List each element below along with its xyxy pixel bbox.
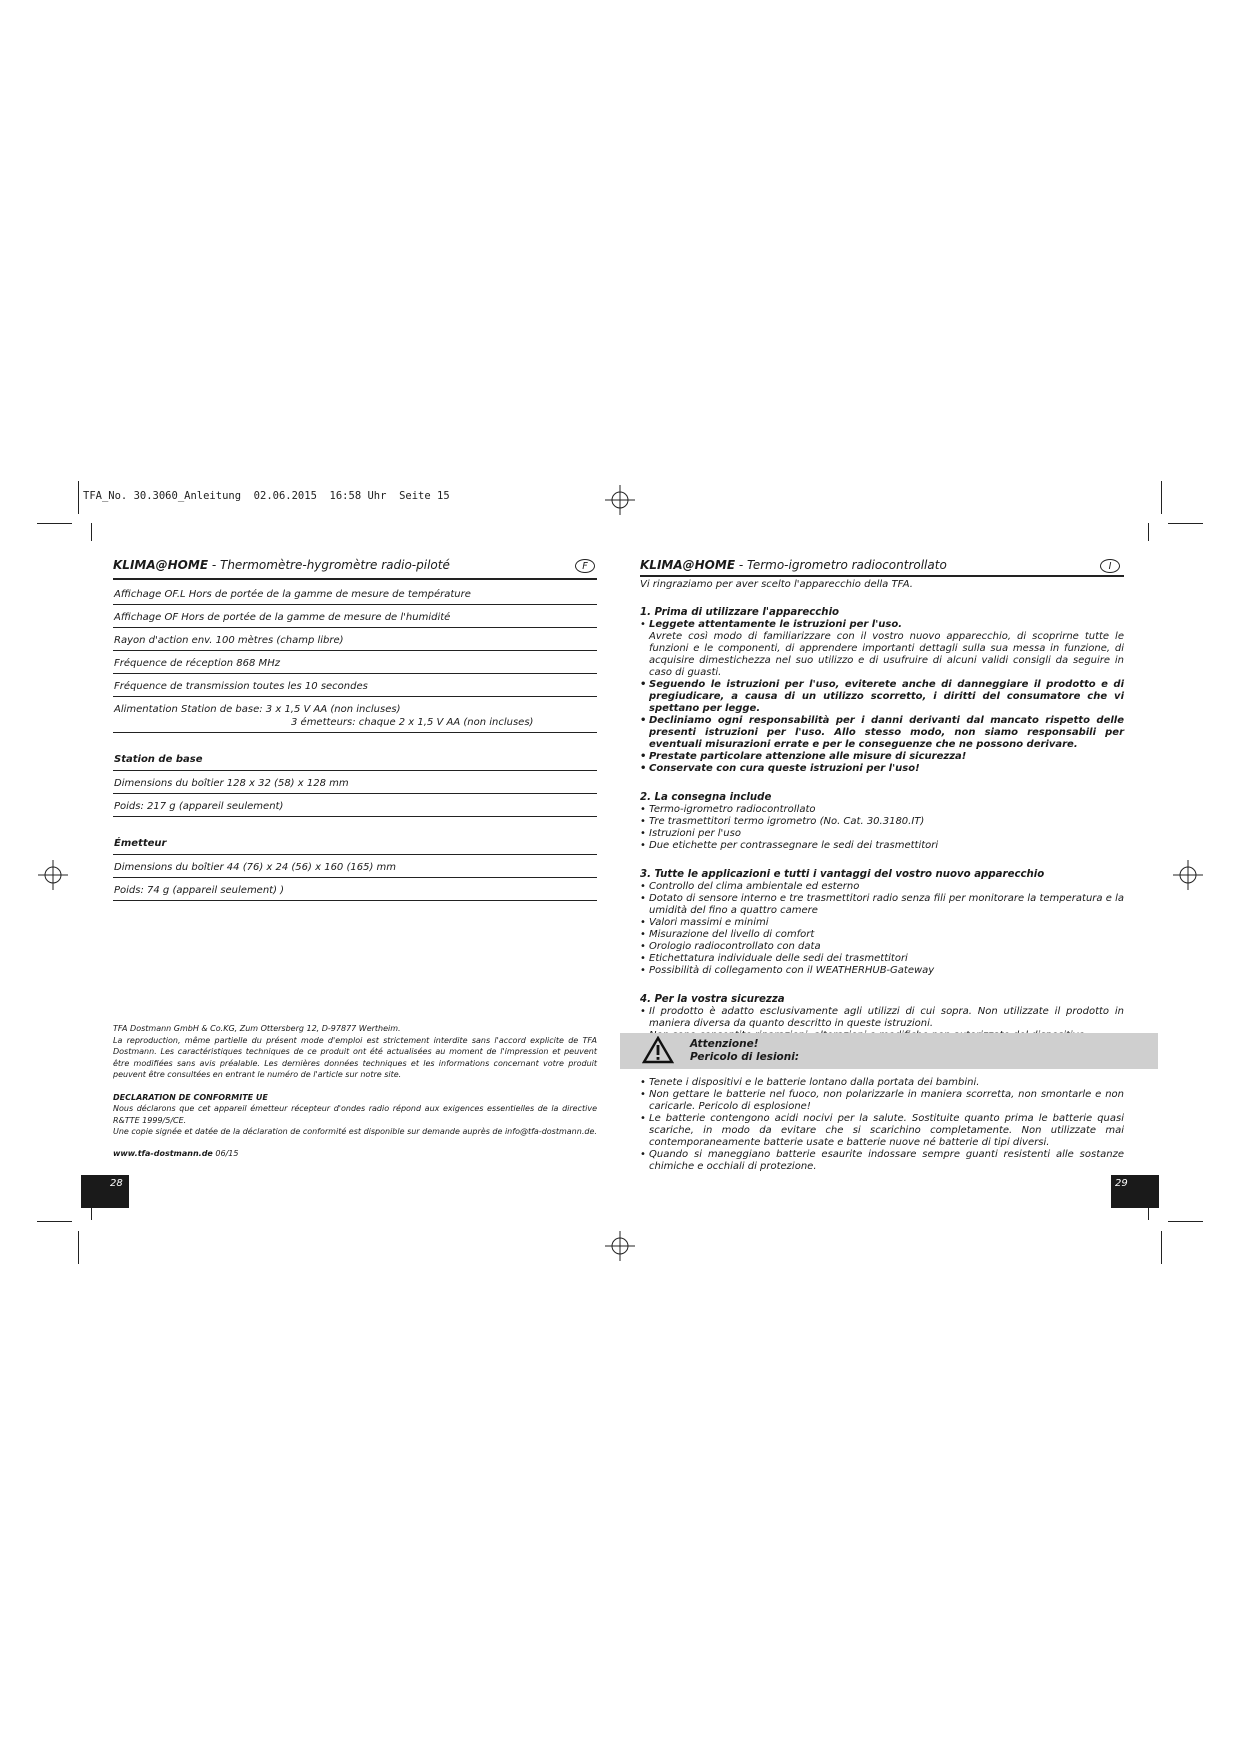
warning-box [620, 1033, 1158, 1069]
section-1-list-cont [640, 679, 1124, 775]
list-item: • Termo-igrometro radiocontrollato [640, 804, 1124, 816]
spec-row: Dimensions du boîtier 128 x 32 (58) x 128 mm [113, 771, 597, 794]
right-language-badge: I [1100, 559, 1120, 573]
left-title-rest: - Thermomètre-hygromètre radio-piloté [208, 558, 450, 572]
warning-subtitle: Pericolo di lesioni: [690, 1051, 800, 1063]
list-item: • Etichettatura individuale delle sedi dei trasmettitori [640, 953, 1124, 965]
left-page-title [113, 558, 450, 572]
right-title-brand: KLIMA@HOME [640, 558, 736, 572]
spec-row: Affichage OF.L Hors de portée de la gamme de mesure de température [113, 582, 597, 605]
left-title-rule [113, 578, 597, 580]
print-slug: TFA_No. 30.3060_Anleitung 02.06.2015 16:58 Uhr Seite 15 [83, 490, 450, 502]
emitter-heading: Émetteur [113, 837, 597, 855]
right-content-column [640, 579, 1124, 1042]
section-2-list [640, 804, 1124, 852]
print-date: 06/15 [212, 1148, 239, 1158]
list-item: • Istruzioni per l'uso [640, 828, 1124, 840]
section-3-list [640, 881, 1124, 977]
spec-row: Rayon d'action env. 100 mètres (champ libre) [113, 628, 597, 651]
spec-row: Poids: 217 g (appareil seulement) [113, 794, 597, 817]
crop-mark [1161, 1231, 1162, 1264]
declaration-heading: DECLARATION DE CONFORMITE UE [113, 1092, 268, 1102]
list-item: • Conservate con cura queste istruzioni per l'uso! [640, 763, 1124, 775]
list-item [640, 619, 1124, 631]
section-1-list [640, 619, 1124, 631]
left-language-badge: F [575, 559, 595, 573]
warning-list-column [640, 1077, 1124, 1173]
registration-mark-right [1173, 860, 1203, 890]
list-item: • Orologio radiocontrollato con data [640, 941, 1124, 953]
list-item: • Controllo del clima ambientale ed esterno [640, 881, 1124, 893]
list-item: • Le batterie contengono acidi nocivi per la salute. Sostituite quanto prima le batterie quasi scariche, in modo da evitare che si scarichino completamente. Non utilizzate mai contemporaneamente batterie usate e batterie nuove né batterie di tipi diversi. [640, 1113, 1124, 1149]
declaration-copy: Une copie signée et datée de la déclaration de conformité est disponible sur demande auprès de info@tfa-dostmann.de. [113, 1127, 597, 1136]
left-title-brand: KLIMA@HOME [113, 558, 209, 572]
right-title-rule [640, 575, 1124, 577]
warning-triangle-icon [642, 1036, 674, 1064]
registration-mark-top [605, 485, 635, 515]
list-item: • Valori massimi e minimi [640, 917, 1124, 929]
list-item: • Il prodotto è adatto esclusivamente agli utilizzi di cui sopra. Non utilizzate il prodotto in maniera diversa da quanto descritto in queste istruzioni. [640, 1006, 1124, 1030]
spec-row-power [113, 697, 597, 733]
section-3-heading: 3. Tutte le applicazioni e tutti i vantaggi del vostro nuovo apparecchio [640, 869, 1045, 880]
list-item: • Misurazione del livello di comfort [640, 929, 1124, 941]
registration-mark-left [38, 860, 68, 890]
intro-text: Vi ringraziamo per aver scelto l'apparecchio della TFA. [640, 579, 913, 590]
warning-text [690, 1038, 799, 1064]
spec-row: Affichage OF Hors de portée de la gamme de mesure de l'humidité [113, 605, 597, 628]
section-2-heading: 2. La consegna include [640, 792, 772, 803]
website-line [113, 1148, 597, 1160]
crop-mark [91, 523, 92, 541]
warning-list [640, 1077, 1124, 1173]
section-4-heading: 4. Per la vostra sicurezza [640, 994, 785, 1005]
crop-mark [37, 523, 72, 524]
registration-mark-bottom [605, 1231, 635, 1261]
section-1-heading: 1. Prima di utilizzare l'apparecchio [640, 607, 840, 618]
legal-address: TFA Dostmann GmbH & Co.KG, Zum Ottersberg 12, D-97877 Wertheim. [113, 1024, 401, 1033]
list-item: • Due etichette per contrassegnare le sedi dei trasmettitori [640, 840, 1124, 852]
left-page-number: 28 [81, 1175, 129, 1208]
power-line-base: Alimentation Station de base: 3 x 1,5 V AA (non incluses) [114, 704, 401, 715]
list-item: • Non gettare le batterie nel fuoco, non polarizzarle in maniera scorretta, non smontarle e non caricarle. Pericolo di esplosione! [640, 1089, 1124, 1113]
crop-mark [1148, 523, 1149, 541]
website-link[interactable]: www.tfa-dostmann.de [113, 1148, 213, 1158]
crop-mark [78, 481, 79, 514]
left-legal-block [113, 1023, 597, 1159]
list-item-bold: Leggete attentamente le istruzioni per l'uso. [649, 619, 903, 630]
list-item: • Possibilità di collegamento con il WEATHERHUB-Gateway [640, 965, 1124, 977]
spec-row: Dimensions du boîtier 44 (76) x 24 (56) x 160 (165) mm [113, 855, 597, 878]
warning-title: Attenzione! [690, 1038, 759, 1050]
left-spec-table [113, 582, 597, 901]
list-item: • Prestate particolare attenzione alle misure di sicurezza! [640, 751, 1124, 763]
power-line-emitters: 3 émetteurs: chaque 2 x 1,5 V AA (non incluses) [291, 717, 534, 728]
list-item: • Tre trasmettitori termo igrometro (No. Cat. 30.3180.IT) [640, 816, 1124, 828]
crop-mark [1168, 1221, 1203, 1222]
crop-mark [37, 1221, 72, 1222]
crop-mark [78, 1231, 79, 1264]
list-item: • Tenete i dispositivi e le batterie lontano dalla portata dei bambini. [640, 1077, 1124, 1089]
legal-text: La reproduction, même partielle du présent mode d'emploi est strictement interdite sans l'accord explicite de TFA Dostmann. Les caractéristiques techniques de ce produit ont été actualisées au moment de l'impression et peuvent être modifiées sans avis préalable. Les dernières données techniques et les informations concernant votre produit peuvent être consultées en entrant le numéro de l'article sur notre site. [113, 1035, 597, 1079]
spec-row: Poids: 74 g (appareil seulement) ) [113, 878, 597, 901]
list-item: • Dotato di sensore interno e tre trasmettitori radio senza fili per monitorare la temperatura e la umidità del fino a quattro camere [640, 893, 1124, 917]
list-item: • Quando si maneggiano batterie esaurite indossare sempre guanti resistenti alle sostanze chimiche e occhiali di protezione. [640, 1149, 1124, 1173]
crop-mark [1168, 523, 1203, 524]
declaration-text: Nous déclarons que cet appareil émetteur récepteur d'ondes radio répond aux exigences essentielles de la directive R&TTE 1999/5/CE. [113, 1104, 597, 1125]
right-page-title [640, 558, 947, 572]
spec-row: Fréquence de réception 868 MHz [113, 651, 597, 674]
list-item: • Seguendo le istruzioni per l'uso, eviterete anche di danneggiare il prodotto e di pregiudicare, a causa di un utilizzo scorretto, i diritti del consumatore che vi spettano per legge. [640, 679, 1124, 715]
crop-mark [1161, 481, 1162, 514]
section-1-paragraph: Avrete così modo di familiarizzare con il vostro nuovo apparecchio, di scoprirne tutte le funzioni e le componenti, di apprendere importanti dettagli sulla sua messa in funzione, di acquisire dimestichezza nel suo utilizzo e di usufruire di alcuni validi consigli da seguire in caso di guasti. [649, 631, 1124, 678]
list-item: • Decliniamo ogni responsabilità per i danni derivanti dal mancato rispetto delle presenti istruzioni per l'uso. Allo stesso modo, non siamo responsabili per eventuali misurazioni errate e per le conseguenze che ne possono derivare. [640, 715, 1124, 751]
right-title-rest: - Termo-igrometro radiocontrollato [735, 558, 947, 572]
right-page-number: 29 [1111, 1175, 1159, 1208]
base-station-heading: Station de base [113, 753, 597, 771]
spec-row: Fréquence de transmission toutes les 10 secondes [113, 674, 597, 697]
